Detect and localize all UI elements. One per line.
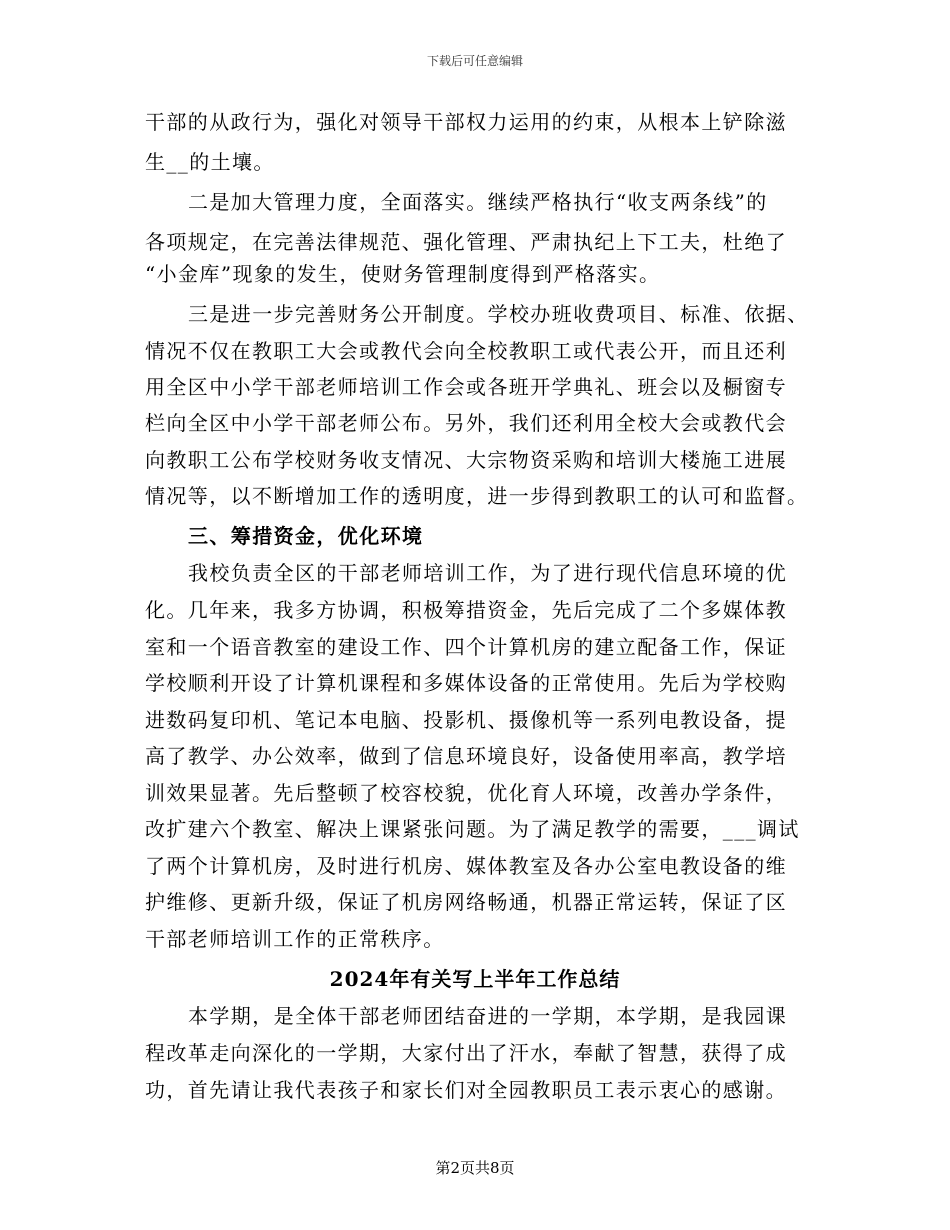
body-line: 室和一个语音教室的建设工作、四个计算机房的建立配备工作，保证: [145, 635, 787, 659]
body-line: “小金库”现象的发生，使财务管理制度得到严格落实。: [145, 262, 661, 286]
page-header: 下载后可任意编辑: [426, 54, 523, 68]
body-line: 了两个计算机房，及时进行机房、媒体教室及各办公室电教设备的维: [145, 854, 787, 878]
paragraph-start-line: 本学期，是全体干部老师团结奋进的一学期，本学期，是我园课: [188, 1004, 788, 1028]
body-line: 高了教学、办公效率，做到了信息环境良好，设备使用率高，教学培: [145, 744, 787, 768]
body-line: 干部老师培训工作的正常秩序。: [145, 927, 445, 951]
body-line: 情况等，以不断增加工作的透明度，进一步得到教职工的认可和监督。: [145, 484, 809, 508]
section-heading: 三、筹措资金，优化环境: [188, 524, 424, 548]
page-footer: 第2页共8页: [435, 1159, 515, 1177]
body-line: 护维修、更新升级，保证了机房网络畅通，机器正常运转，保证了区: [145, 890, 787, 914]
body-line: 栏向全区中小学干部老师公布。另外，我们还利用全校大会或教代会: [145, 411, 787, 435]
body-line: 功，首先请让我代表孩子和家长们对全园教职员工表示衷心的感谢。: [145, 1078, 787, 1102]
body-line: 用全区中小学干部老师培训工作会或各班开学典礼、班会以及橱窗专: [145, 375, 787, 399]
paragraph-start-line: 我校负责全区的干部老师培训工作，为了进行现代信息环境的优: [188, 561, 788, 585]
body-line: 生__的土壤。: [145, 150, 275, 174]
body-line: 改扩建六个教室、解决上课紧张问题。为了满足教学的需要，___调试: [145, 817, 800, 841]
body-line: 进数码复印机、笔记本电脑、投影机、摄像机等一系列电教设备，提: [145, 708, 787, 732]
body-line: 干部的从政行为，强化对领导干部权力运用的约束，从根本上铲除滋: [145, 110, 787, 134]
body-line: 向教职工公布学校财务收支情况、大宗物资采购和培训大楼施工进展: [145, 448, 787, 472]
paragraph-start-line: 三是进一步完善财务公开制度。学校办班收费项目、标准、依据、: [188, 302, 809, 326]
paragraph-start-line: 二是加大管理力度，全面落实。继续严格执行“收支两条线”的: [188, 190, 768, 214]
body-line: 化。几年来，我多方协调，积极筹措资金，先后完成了二个多媒体教: [145, 598, 787, 622]
body-line: 情况不仅在教职工大会或教代会向全校教职工或代表公开，而且还利: [145, 339, 787, 363]
body-line: 各项规定，在完善法律规范、强化管理、严肃执纪上下工夫，杜绝了: [145, 230, 787, 254]
body-line: 程改革走向深化的一学期，大家付出了汗水，奉献了智慧，获得了成: [145, 1041, 787, 1065]
body-line: 训效果显著。先后整顿了校容校貌，优化育人环境，改善办学条件，: [145, 781, 787, 805]
body-line: 学校顺利开设了计算机课程和多媒体设备的正常使用。先后为学校购: [145, 671, 787, 695]
section-title: 2024年有关写上半年工作总结: [329, 967, 621, 991]
